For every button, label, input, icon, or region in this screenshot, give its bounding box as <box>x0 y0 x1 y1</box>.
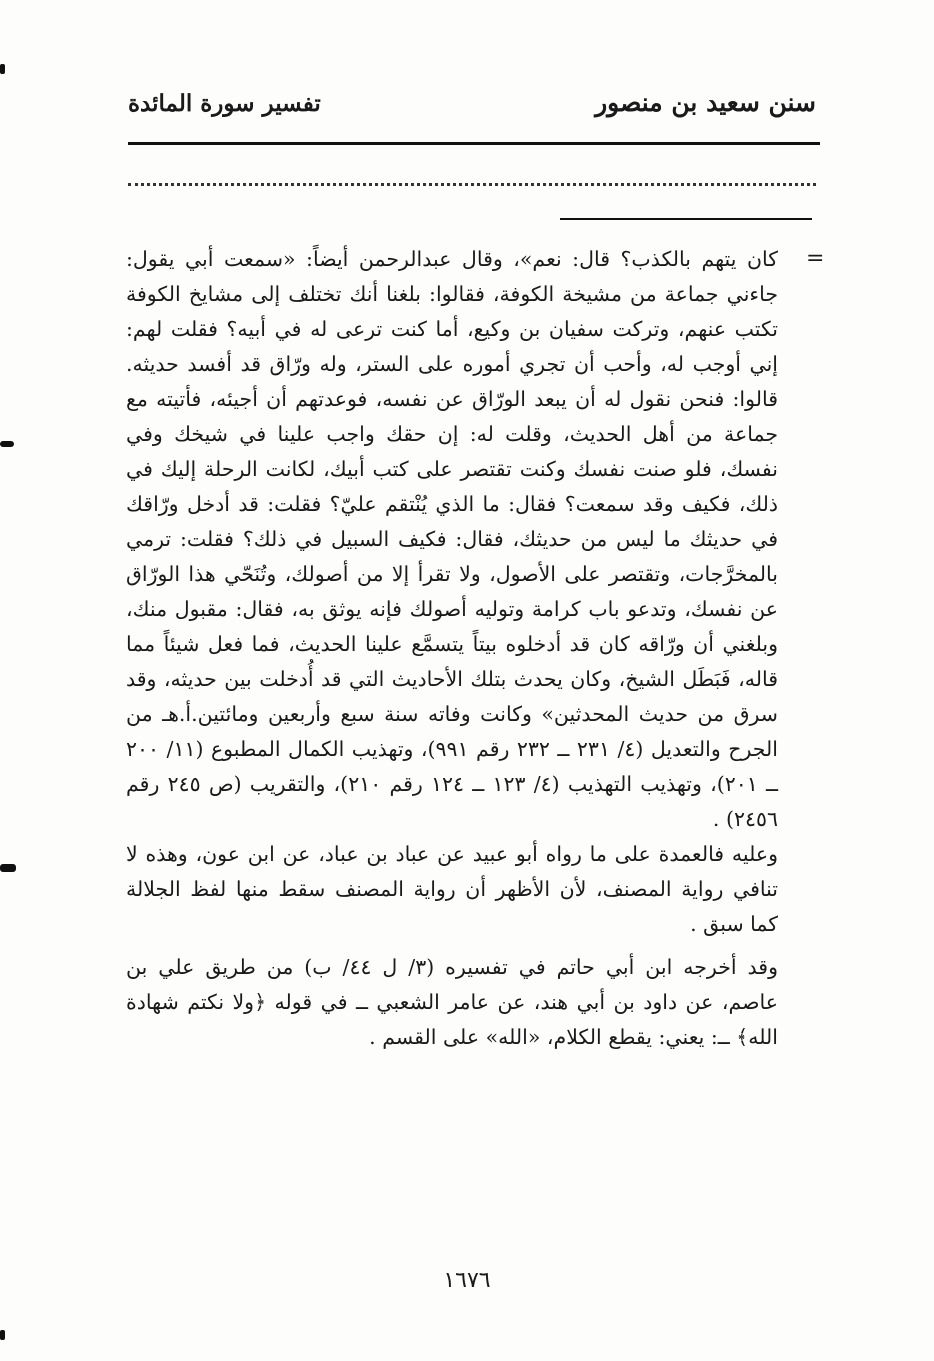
paragraph: وعليه فالعمدة على ما رواه أبو عبيد عن عباد بن عباد، عن ابن عون، وهذه لا تنافي رواية المصنف، لأن الأظهر أن رواية المصنف سقط منها لفظ الجلالة كما سبق . <box>126 842 779 936</box>
scan-edge-mark <box>0 64 5 74</box>
paragraph: كان يتهم بالكذب؟ قال: نعم»، وقال عبدالرحمن أيضاً: «سمعت أبي يقول: جاءني جماعة من مشيخة الكوفة، فقالوا: بلغنا أنك تختلف إلى مشايخ الكوفة تكتب عنهم، وتركت سفيان بن وكيع، أما كنت ترعى له في أبيه؟ فقلت لهم: إني أوجب له، وأحب أن تجري أموره على الستر، وله ورّاق قد أفسد حديثه. قالوا: فنحن نقول له أن يبعد الورّاق عن نفسه، فوعدتهم أن أجيئه، فأتيته مع جماعة من أهل الحديث، وقلت له: إن حقك واجب علينا في شيخك وفي نفسك، فلو صنت نفسك وكنت تقتصر على كتب أبيك، لكانت الرحلة إليك في ذلك، فكيف وقد سمعت؟ فقال: ما الذي يُنْتقم عليّ؟ فقلت: قد أدخل ورّاقك في حديثك ما ليس من حديثك، فقال: فكيف السبيل في ذلك؟ فقلت: ترمي بالمخرَّجات، وتقتصر على الأصول، ولا تقرأ إلا من أصولك، وتُنَحّي هذا الورّاق عن نفسك، وتدعو باب كرامة وتوليه أصولك فإنه يوثق به، فقال: مقبول منك، وبلغني أن ورّاقه كان قد أدخلوه بيتاً يتسمَّع علينا الحديث، فما فعل شيئاً مما قاله، فَبَطَل الشيخ، وكان يحدث بتلك الأحاديث التي قد أُدخلت بين حديثه، وقد سرق من حديث المحدثين» وكانت وفاته سنة سبع وأربعين ومائتين.أ.هـ من الجرح والتعديل (٤/ ٢٣١ ــ ٢٣٢ رقم ٩٩١)، وتهذيب الكمال المطبوع (١١/ ٢٠٠ ــ ٢٠١)، وتهذيب التهذيب (٤/ ١٢٣ ــ ١٢٤ رقم ٢١٠)، والتقريب (ص ٢٤٥ رقم ٢٤٥٦) . <box>126 247 779 831</box>
footnote-text <box>126 242 778 1055</box>
scan-edge-mark <box>0 441 14 447</box>
footnote-divider <box>560 218 812 220</box>
dotted-divider <box>128 183 816 186</box>
scan-edge-mark <box>0 864 16 872</box>
header-divider <box>128 142 820 145</box>
page-number: ١٦٧٦ <box>443 1268 491 1293</box>
book-title-header: سنن سعيد بن منصور <box>595 88 816 117</box>
scan-edge-mark <box>0 1330 5 1340</box>
continuation-marker: = <box>806 246 825 271</box>
paragraph: وقد أخرجه ابن أبي حاتم في تفسيره (٣/ ل ٤٤/ ب) من طريق علي بن عاصم، عن داود بن أبي هند، عن عامر الشعبي ــ في قوله ﴿ولا نكتم شهادة الله﴾ ــ: يعني: يقطع الكلام، «الله» على القسم . <box>126 955 778 1049</box>
chapter-title-header: تفسير سورة المائدة <box>128 90 321 117</box>
